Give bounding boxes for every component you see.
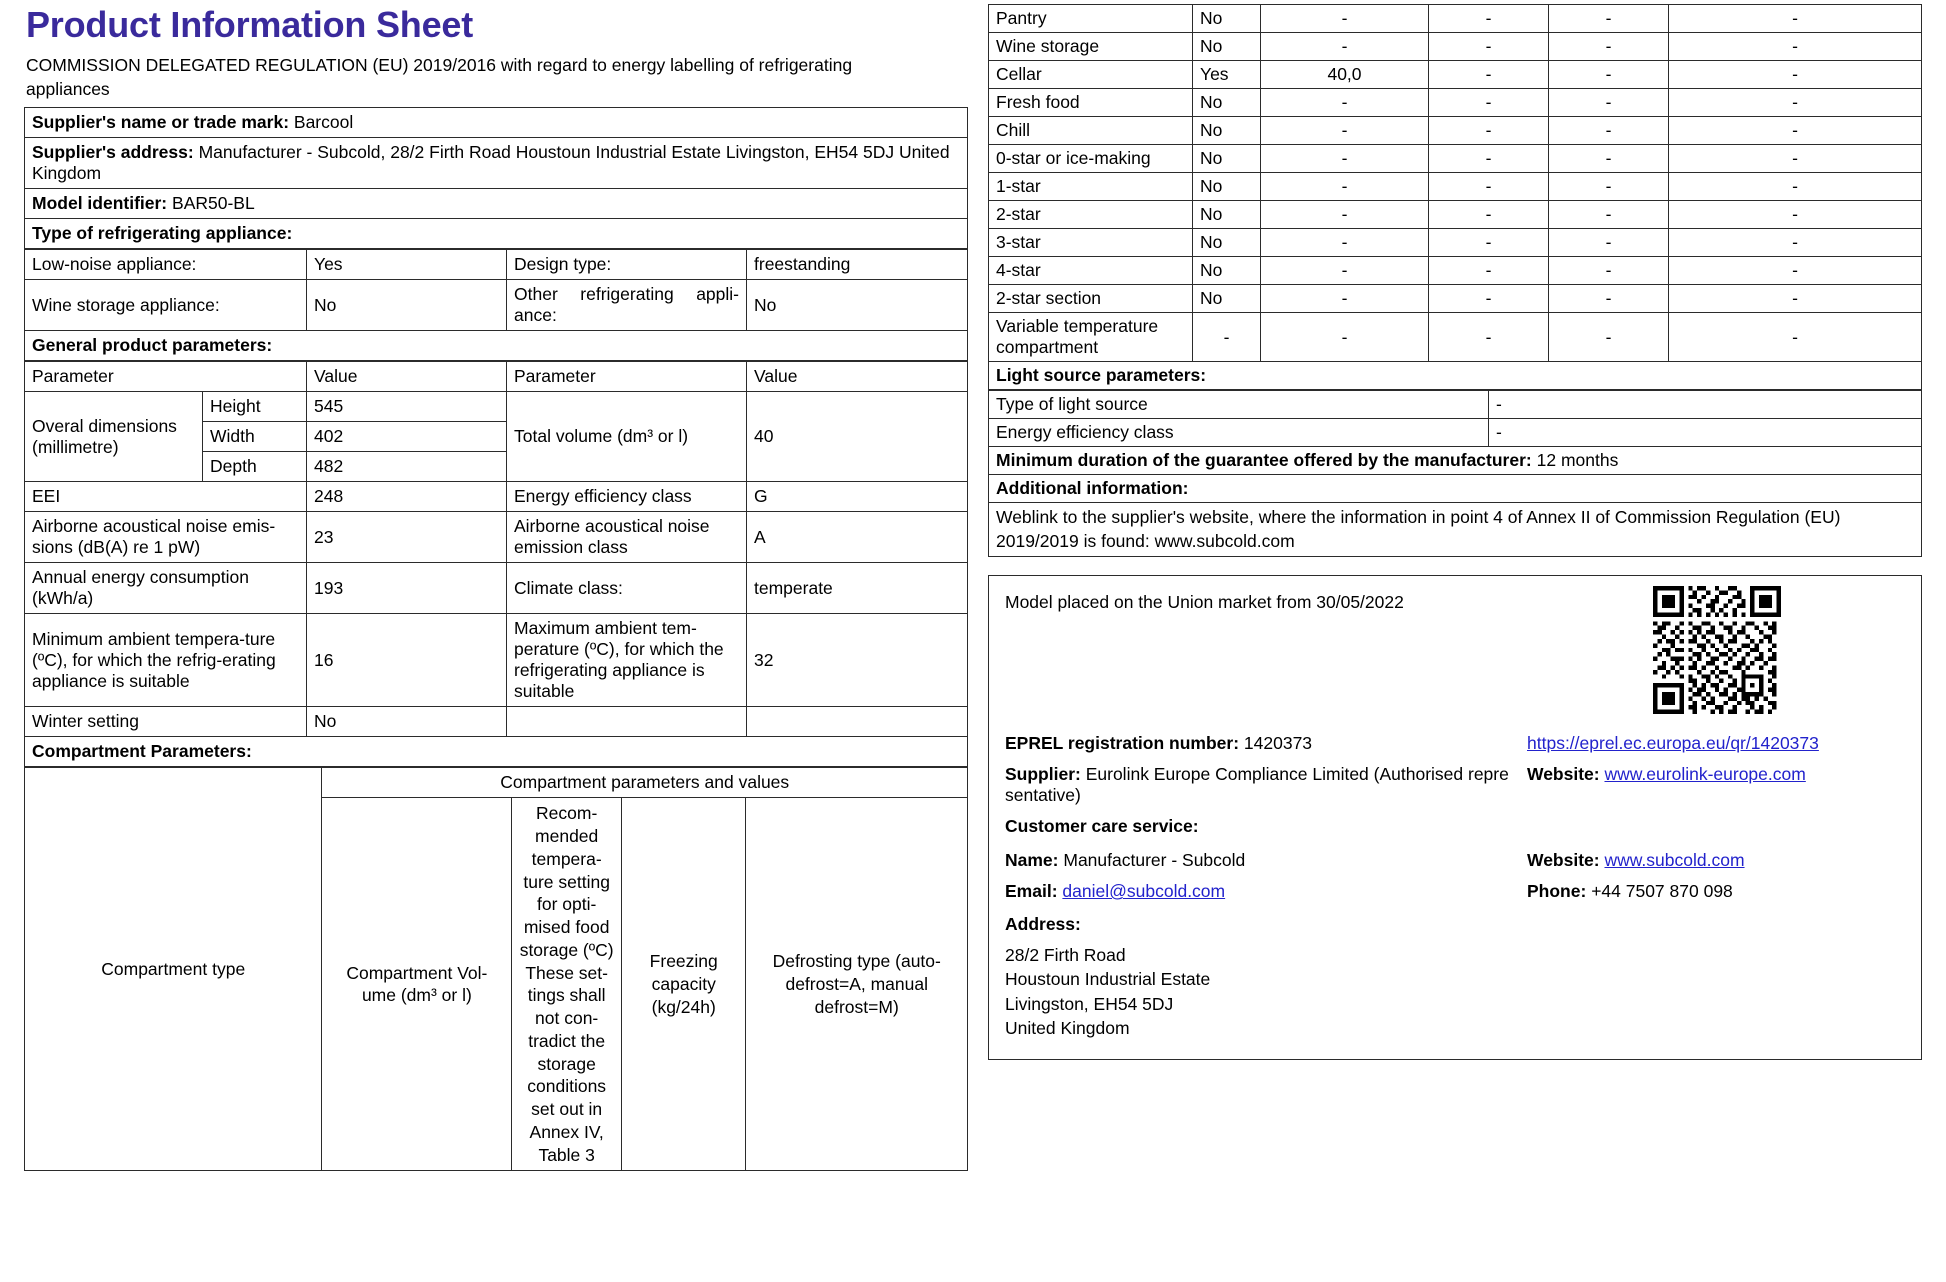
eprel-value: 1420373: [1243, 732, 1313, 753]
supplier-address-cell: [25, 138, 968, 189]
table-row: [989, 201, 1922, 229]
compartment-type-3-star: 3-star: [989, 229, 1193, 257]
model-identifier-cell: [25, 189, 968, 219]
compartment-temp-2-star-section: -: [1429, 285, 1549, 313]
compartment-freezing-cellar: -: [1549, 61, 1669, 89]
noise-class-value: A: [747, 512, 968, 563]
dimension-value-depth: 482: [307, 452, 507, 482]
model-identifier-label: Model identifier:: [32, 193, 168, 214]
compartment-temp-pantry: -: [1429, 5, 1549, 33]
compartment-freezing-3-star: -: [1549, 229, 1669, 257]
compartment-type-pantry: Pantry: [989, 5, 1193, 33]
table-row: [25, 768, 968, 798]
supplier-field: [1005, 764, 1527, 806]
compartment-parameters-heading: Compartment Parameters:: [25, 737, 968, 767]
compartment-defrost-cellar: -: [1669, 61, 1922, 89]
supplier-name-cell: [25, 108, 968, 138]
table-row: [989, 257, 1922, 285]
compartment-freezing-chill: -: [1549, 117, 1669, 145]
compartment-defrost-1-star: -: [1669, 173, 1922, 201]
compartment-type-fresh-food: Fresh food: [989, 89, 1193, 117]
table-row: [989, 285, 1922, 313]
table-row: [989, 229, 1922, 257]
light-energy-class-value: -: [1489, 419, 1922, 447]
care-website-label: Website:: [1527, 850, 1600, 871]
compartment-volume-3-star: -: [1261, 229, 1429, 257]
name-row: [1005, 850, 1905, 871]
table-row: [989, 447, 1922, 475]
address-line-4: United Kingdom: [1005, 1018, 1130, 1039]
compartment-volume-chill: -: [1261, 117, 1429, 145]
supplier-label: Supplier:: [1005, 763, 1081, 784]
noise-class-label: Airborne acoustical noise emission class: [507, 512, 747, 563]
freezing-capacity-header: Freezing capacity (kg/24h): [622, 798, 746, 1171]
compartment-volume-pantry: -: [1261, 5, 1429, 33]
eei-value: 248: [307, 482, 507, 512]
type-table: [24, 249, 968, 361]
low-noise-label: Low-noise appliance:: [25, 250, 307, 280]
phone-field: [1527, 881, 1905, 902]
supplier-contact-panel: [988, 575, 1922, 1060]
address-line-2: Houstoun Industrial Estate: [1005, 969, 1211, 990]
type-of-appliance-heading: Type of refrigerating appliance:: [25, 219, 968, 249]
qr-code-svg: [1653, 586, 1781, 714]
address-line-3: Livingston, EH54 5DJ: [1005, 993, 1174, 1014]
compartment-freezing-1-star: -: [1549, 173, 1669, 201]
eprel-label: EPREL registration number:: [1005, 732, 1240, 753]
compartment-header-table: [24, 767, 968, 1171]
compartment-defrost-pantry: -: [1669, 5, 1922, 33]
energy-efficiency-class-label: Energy efficiency class: [507, 482, 747, 512]
design-type-label: Design type:: [507, 250, 747, 280]
table-row: [25, 250, 968, 280]
compartment-temp-variable-temperature: -: [1429, 313, 1549, 362]
spacer: [988, 557, 1922, 575]
compartment-temp-2-star: -: [1429, 201, 1549, 229]
dimension-value-height: 545: [307, 392, 507, 422]
compartment-volume-header: Compartment Vol-ume (dm³ or l): [322, 798, 512, 1171]
light-energy-class-label: Energy efficiency class: [989, 419, 1489, 447]
table-row: [989, 173, 1922, 201]
address-heading: Address:: [1005, 914, 1081, 935]
table-row: [989, 391, 1922, 419]
table-row: [25, 331, 968, 361]
spacer-3: [1005, 806, 1905, 814]
compartment-type-variable-temperature: Variable temperature compartment: [989, 313, 1193, 362]
dimension-value-width: 402: [307, 422, 507, 452]
table-row: [989, 89, 1922, 117]
general-parameters-table: [24, 361, 968, 767]
eei-label: EEI: [25, 482, 307, 512]
light-source-heading: Light source parameters:: [989, 362, 1922, 390]
light-source-type-value: -: [1489, 391, 1922, 419]
table-row: [989, 5, 1922, 33]
care-website-field: [1527, 850, 1905, 871]
compartment-temp-wine-storage: -: [1429, 33, 1549, 61]
market-date-text: Model placed on the Union market from 30/05/2022: [1005, 592, 1404, 613]
compartment-temp-4-star: -: [1429, 257, 1549, 285]
col-header-parameter-1: Parameter: [25, 362, 307, 392]
care-website-link[interactable]: www.subcold.com: [1604, 850, 1745, 871]
left-column: [24, 4, 968, 1171]
compartment-present-1-star: No: [1193, 173, 1261, 201]
compartment-type-4-star: 4-star: [989, 257, 1193, 285]
right-column: [988, 4, 1922, 1060]
supplier-address-label: Supplier's address:: [32, 142, 194, 163]
supplier-address-value: Manufacturer - Subcold, 28/2 Firth Road Houstoun Industrial Estate Livingston, EH54 5DJ United Kingdom: [32, 142, 950, 184]
compartment-temp-3-star: -: [1429, 229, 1549, 257]
compartment-present-cellar: Yes: [1193, 61, 1261, 89]
weblink-cell: [989, 503, 1922, 557]
compartment-present-3-star: No: [1193, 229, 1261, 257]
recommended-temperature-header: Recom-mended tempera-ture setting for opti-mised food storage (ºC) These set-tings shall not con-tradict the storage conditions set out in Annex IV, Table 3: [512, 798, 622, 1171]
qr-code-icon: [1653, 586, 1781, 714]
compartment-type-0-star: 0-star or ice-making: [989, 145, 1193, 173]
table-row: [989, 117, 1922, 145]
supplier-name-value: Barcool: [293, 112, 354, 133]
compartment-defrost-fresh-food: -: [1669, 89, 1922, 117]
table-row: [25, 737, 968, 767]
supplier-website-field: [1527, 764, 1905, 806]
compartment-volume-wine-storage: -: [1261, 33, 1429, 61]
compartment-freezing-4-star: -: [1549, 257, 1669, 285]
table-row: [989, 419, 1922, 447]
other-appliance-value: No: [747, 280, 968, 331]
compartment-volume-cellar: 40,0: [1261, 61, 1429, 89]
compartment-present-2-star-section: No: [1193, 285, 1261, 313]
climate-class-value: temperate: [747, 563, 968, 614]
regulation-text: COMMISSION DELEGATED REGULATION (EU) 2019/2016 with regard to energy labelling of refrigerating appliances: [26, 55, 853, 99]
guarantee-cell: [989, 447, 1922, 475]
spacer-6: [1005, 902, 1905, 912]
general-parameters-heading: General product parameters:: [25, 331, 968, 361]
compartment-volume-1-star: -: [1261, 173, 1429, 201]
dimension-name-width: Width: [203, 422, 307, 452]
supplier-row: [1005, 764, 1905, 806]
compartment-present-variable-temperature: -: [1193, 313, 1261, 362]
supplier-value: Eurolink Europe Compliance Limited (Authorised repre sentative): [1005, 763, 1509, 805]
table-row: [25, 392, 968, 422]
light-source-type-label: Type of light source: [989, 391, 1489, 419]
table-row: [25, 219, 968, 249]
guarantee-label: Minimum duration of the guarantee offered by the manufacturer:: [996, 450, 1532, 470]
table-row: [25, 280, 968, 331]
table-row: [989, 475, 1922, 503]
table-row: [25, 614, 968, 707]
compartment-volume-2-star-section: -: [1261, 285, 1429, 313]
compartment-volume-4-star: -: [1261, 257, 1429, 285]
table-row: [25, 362, 968, 392]
compartment-freezing-0-star: -: [1549, 145, 1669, 173]
eprel-link-field: [1527, 733, 1905, 754]
compartment-temp-0-star: -: [1429, 145, 1549, 173]
table-row: [25, 512, 968, 563]
table-row: [989, 503, 1922, 557]
min-ambient-temp-label: Minimum ambient tempera-ture (ºC), for which the refrig-erating appliance is suitable: [25, 614, 307, 707]
compartment-volume-fresh-food: -: [1261, 89, 1429, 117]
compartment-volume-variable-temperature: -: [1261, 313, 1429, 362]
table-row: [25, 138, 968, 189]
compartment-type-2-star: 2-star: [989, 201, 1193, 229]
climate-class-label: Climate class:: [507, 563, 747, 614]
other-appliance-label: Other refrigerating appli-ance:: [507, 280, 747, 331]
eprel-link[interactable]: https://eprel.ec.europa.eu/qr/1420373: [1527, 732, 1819, 753]
compartment-freezing-wine-storage: -: [1549, 33, 1669, 61]
email-link[interactable]: daniel@subcold.com: [1062, 881, 1226, 902]
compartment-defrost-2-star: -: [1669, 201, 1922, 229]
model-identifier-value: BAR50-BL: [172, 193, 255, 214]
total-volume-label: Total volume (dm³ or l): [507, 392, 747, 482]
compartment-freezing-pantry: -: [1549, 5, 1669, 33]
annual-energy-value: 193: [307, 563, 507, 614]
table-row: [989, 61, 1922, 89]
address-line-1: 28/2 Firth Road: [1005, 944, 1126, 965]
additional-information-heading: Additional information:: [989, 475, 1922, 503]
energy-efficiency-class-value: G: [747, 482, 968, 512]
compartment-defrost-0-star: -: [1669, 145, 1922, 173]
compartment-freezing-fresh-food: -: [1549, 89, 1669, 117]
compartment-temp-cellar: -: [1429, 61, 1549, 89]
supplier-website-link[interactable]: www.eurolink-europe.com: [1604, 763, 1806, 784]
table-row: [25, 563, 968, 614]
page-title: Product Information Sheet: [26, 4, 474, 45]
compartment-temp-chill: -: [1429, 117, 1549, 145]
compartment-present-2-star: No: [1193, 201, 1261, 229]
table-row: [989, 33, 1922, 61]
compartment-type-header: Compartment type: [25, 768, 322, 1171]
phone-value: +44 7507 870 098: [1591, 881, 1733, 902]
compartment-defrost-2-star-section: -: [1669, 285, 1922, 313]
table-row: [25, 482, 968, 512]
compartment-volume-2-star: -: [1261, 201, 1429, 229]
supplier-name-label: Supplier's name or trade mark:: [32, 112, 290, 133]
defrosting-type-header: Defrosting type (auto-defrost=A, manual defrost=M): [746, 798, 968, 1171]
winter-setting-label: Winter setting: [25, 707, 307, 737]
table-row: [25, 189, 968, 219]
spacer-5: [1005, 871, 1905, 881]
compartment-type-2-star-section: 2-star section: [989, 285, 1193, 313]
compartment-defrost-wine-storage: -: [1669, 33, 1922, 61]
weblink-text: Weblink to the supplier's website, where the information in point 4 of Annex II of Commission Regulation (EU) 2019/2019 is found:: [996, 507, 1841, 551]
winter-setting-value: No: [307, 707, 507, 737]
compartment-type-1-star: 1-star: [989, 173, 1193, 201]
table-row: [25, 108, 968, 138]
compartment-present-wine-storage: No: [1193, 33, 1261, 61]
compartment-rows-table: [988, 4, 1922, 390]
col-header-value-2: Value: [747, 362, 968, 392]
spacer-2: [1005, 754, 1905, 764]
compartment-present-4-star: No: [1193, 257, 1261, 285]
wine-storage-appliance-label: Wine storage appliance:: [25, 280, 307, 331]
compartment-present-chill: No: [1193, 117, 1261, 145]
table-row: [989, 145, 1922, 173]
phone-label: Phone:: [1527, 881, 1587, 902]
light-source-table: [988, 390, 1922, 557]
weblink-value: www.subcold.com: [1154, 530, 1295, 551]
col-header-parameter-2: Parameter: [507, 362, 747, 392]
compartment-present-pantry: No: [1193, 5, 1261, 33]
email-field: [1005, 881, 1527, 902]
compartment-type-chill: Chill: [989, 117, 1193, 145]
name-value: Manufacturer - Subcold: [1063, 850, 1246, 871]
eprel-row: [1005, 733, 1905, 754]
compartment-defrost-chill: -: [1669, 117, 1922, 145]
compartment-defrost-3-star: -: [1669, 229, 1922, 257]
compartment-values-group-header: Compartment parameters and values: [322, 768, 968, 798]
dimension-name-height: Height: [203, 392, 307, 422]
wine-storage-appliance-value: No: [307, 280, 507, 331]
empty-cell-1: [507, 707, 747, 737]
compartment-freezing-2-star-section: -: [1549, 285, 1669, 313]
compartment-freezing-variable-temperature: -: [1549, 313, 1669, 362]
low-noise-value: Yes: [307, 250, 507, 280]
empty-cell-2: [747, 707, 968, 737]
supplier-website-label: Website:: [1527, 763, 1600, 784]
compartment-present-0-star: No: [1193, 145, 1261, 173]
name-field: [1005, 850, 1527, 871]
table-row: [989, 313, 1922, 362]
noise-emissions-label: Airborne acoustical noise emis-sions (dB(A) re 1 pW): [25, 512, 307, 563]
max-ambient-temp-label: Maximum ambient tem-perature (ºC), for which the refrigerating appliance is suitable: [507, 614, 747, 707]
email-row: [1005, 881, 1905, 902]
customer-care-heading: Customer care service:: [1005, 815, 1199, 836]
total-volume-value: 40: [747, 392, 968, 482]
compartment-volume-0-star: -: [1261, 145, 1429, 173]
compartment-temp-1-star: -: [1429, 173, 1549, 201]
name-label: Name:: [1005, 850, 1059, 871]
max-ambient-temp-value: 32: [747, 614, 968, 707]
compartment-freezing-2-star: -: [1549, 201, 1669, 229]
annual-energy-label: Annual energy consumption (kWh/a): [25, 563, 307, 614]
table-row: [989, 362, 1922, 390]
address-block: [1005, 943, 1905, 1041]
table-row: [25, 707, 968, 737]
compartment-defrost-4-star: -: [1669, 257, 1922, 285]
email-label: Email:: [1005, 881, 1058, 902]
dimension-name-depth: Depth: [203, 452, 307, 482]
overall-dimensions-label: Overal dimensions (millimetre): [25, 392, 203, 482]
col-header-value-1: Value: [307, 362, 507, 392]
design-type-value: freestanding: [747, 250, 968, 280]
compartment-defrost-variable-temperature: -: [1669, 313, 1922, 362]
supplier-table: [24, 107, 968, 249]
eprel-field: [1005, 733, 1527, 754]
guarantee-value: 12 months: [1536, 450, 1619, 470]
noise-emissions-value: 23: [307, 512, 507, 563]
min-ambient-temp-value: 16: [307, 614, 507, 707]
compartment-temp-fresh-food: -: [1429, 89, 1549, 117]
compartment-present-fresh-food: No: [1193, 89, 1261, 117]
compartment-type-cellar: Cellar: [989, 61, 1193, 89]
compartment-type-wine-storage: Wine storage: [989, 33, 1193, 61]
